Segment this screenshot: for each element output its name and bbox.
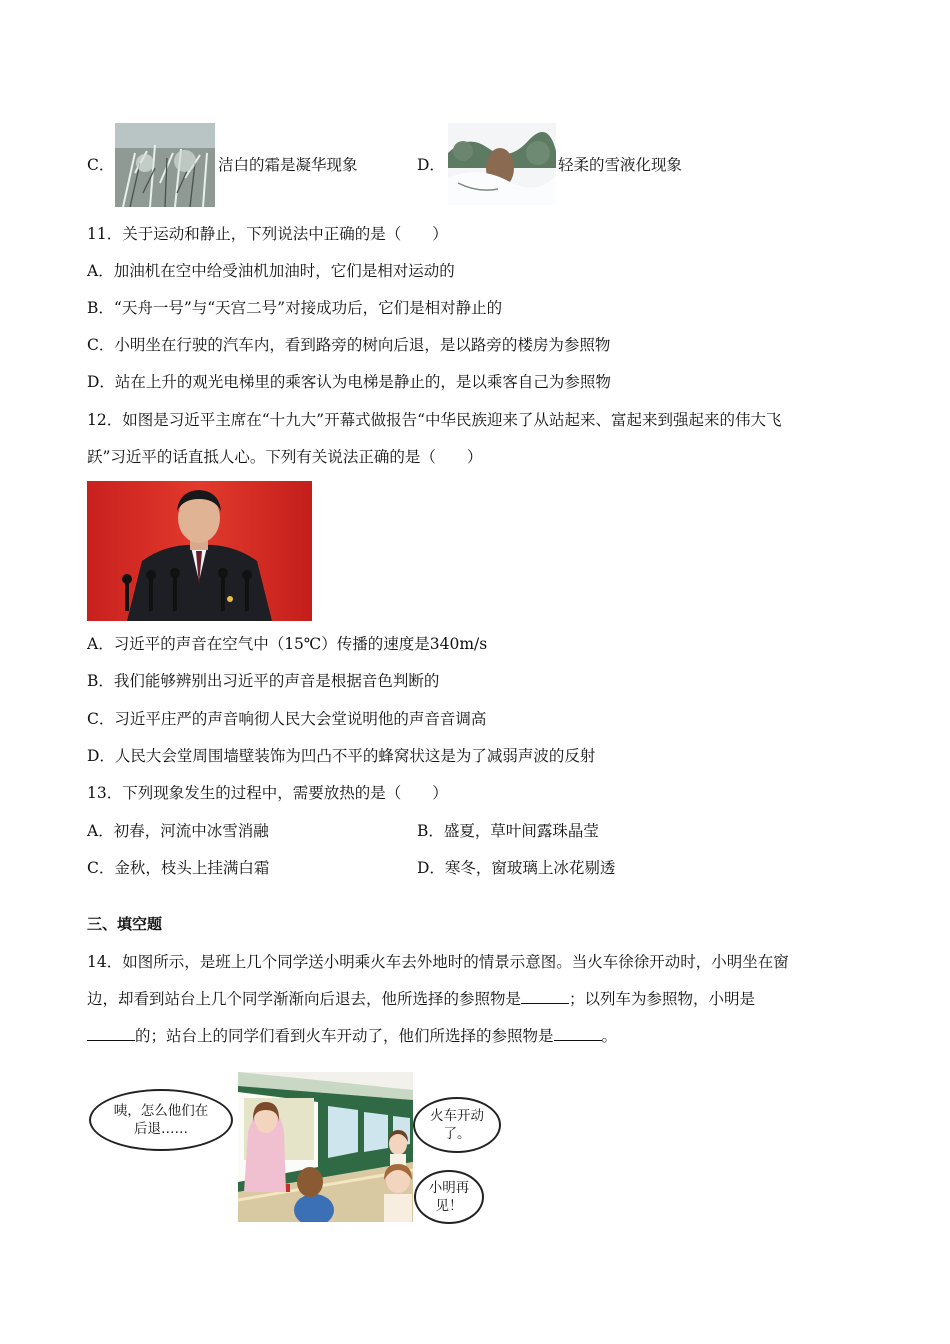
q10-option-d-letter: D． [417,156,445,174]
q13-option-a: A．初春，河流中冰雪消融 [87,822,269,840]
q11-option-a: A．加油机在空中给受油机加油时，它们是相对运动的 [87,262,455,280]
bubble-right-top-line1: 火车开动 [430,1108,484,1124]
q14-line2 [87,989,755,1009]
q12-option-d: D．人民大会堂周围墙壁装饰为凹凸不平的蜂窝状这是为了减弱声波的反射 [87,747,596,765]
bubble-left-line2: 后退…… [134,1121,188,1137]
q10-option-c-text: 洁白的霜是凝华现象 [218,156,358,174]
q14-line3 [87,1026,617,1046]
frost-photo [115,123,215,207]
q12-option-b: B．我们能够辨别出习近平的声音是根据音色判断的 [87,672,440,690]
snow-photo [448,123,556,205]
q12-stem-line2: 跃”习近平的话直抵人心。下列有关说法正确的是（ ） [87,448,483,466]
q10-option-d-text: 轻柔的雪液化现象 [558,156,683,174]
speech-bubble-right-top [413,1097,501,1153]
q14-line1: 14．如图所示，是班上几个同学送小明乘火车去外地时的情景示意图。当火车徐徐开动时，小明坐在窗 [87,953,789,971]
q14-line2-part1: 边，却看到站台上几个同学渐渐向后退去，他所选择的参照物是 [87,990,522,1008]
q14-line3-part2: 。 [601,1027,618,1045]
speech-bubble-left [89,1089,233,1151]
q14-blank-3[interactable] [554,1026,602,1041]
bubble-right-top-line2: 了。 [443,1126,471,1142]
q11-option-b: B．“天舟一号”与“天宫二号”对接成功后，它们是相对静止的 [87,299,503,317]
q14-line2-part2: ；以列车为参照物，小明是 [569,990,756,1008]
bubble-left-line1: 咦，怎么他们在 [113,1103,209,1119]
q11-stem: 11．关于运动和静止，下列说法中正确的是（ ） [87,225,448,243]
q12-stem-line1: 12．如图是习近平主席在“十九大”开幕式做报告“中华民族迎来了从站起来、富起来到强起来的伟大飞 [87,411,782,429]
q13-option-d: D．寒冬，窗玻璃上冰花剔透 [417,859,616,877]
q10-option-c-letter: C． [87,156,115,174]
q13-option-b: B．盛夏，草叶间露珠晶莹 [417,822,599,840]
q14-line3-part1: 的；站台上的同学们看到火车开动了，他们所选择的参照物是 [135,1027,554,1045]
q13-stem: 13．下列现象发生的过程中，需要放热的是（ ） [87,784,448,802]
q14-blank-2[interactable] [87,1026,135,1041]
bubble-right-bottom-line2: 见！ [435,1198,463,1214]
q13-option-c: C．金秋，枝头上挂满白霜 [87,859,270,877]
section-title: 三、填空题 [87,915,163,933]
speaker-photo [87,481,312,621]
q11-option-c: C．小明坐在行驶的汽车内，看到路旁的树向后退，是以路旁的楼房为参照物 [87,336,611,354]
q11-option-d: D．站在上升的观光电梯里的乘客认为电梯是静止的，是以乘客自己为参照物 [87,373,611,391]
train-station-illustration [238,1072,413,1222]
speech-bubble-right-bottom [414,1170,484,1224]
bubble-right-bottom-line1: 小明再 [428,1180,470,1196]
q14-blank-1[interactable] [521,989,569,1004]
q12-option-c: C．习近平庄严的声音响彻人民大会堂说明他的声音音调高 [87,710,487,728]
q12-option-a: A．习近平的声音在空气中（15℃）传播的速度是340m/s [87,635,488,653]
